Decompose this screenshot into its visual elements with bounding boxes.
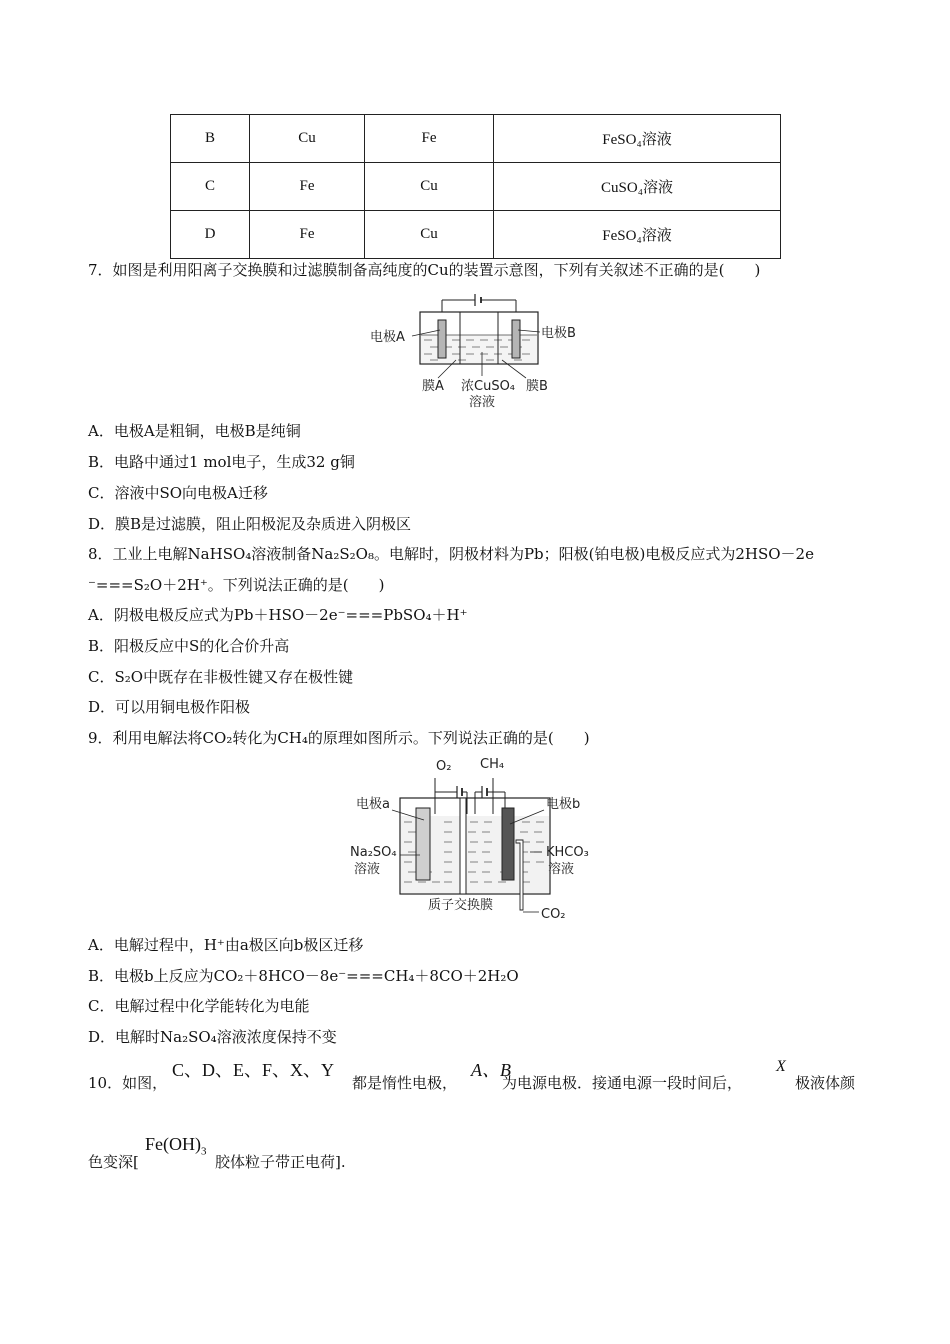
q10-line2-tail: 胶体粒子带正电荷].	[215, 1153, 346, 1171]
q10-ab: A、B	[471, 1060, 511, 1080]
q9-label-membrane: 质子交换膜	[428, 898, 494, 913]
q7-label-membrane-a: 膜A	[422, 379, 444, 394]
q10-prefix: 10．如图，	[88, 1074, 168, 1092]
q7-option-b: B．电路中通过1 mol电子，生成32 g铜	[88, 453, 355, 471]
q9-label-o2: O₂	[436, 759, 452, 774]
table-row	[171, 163, 781, 211]
table-cell: CuSO₄溶液	[494, 163, 781, 211]
q7-label-electrode-b: 电极B	[541, 326, 576, 341]
q7-label-solution: 浓CuSO₄	[461, 379, 516, 394]
q8-option-a: A．阴极电极反应式为Pb＋HSO－2e⁻===PbSO₄＋H⁺	[88, 606, 468, 624]
q8-stem-line2: ⁻===S₂O＋2H⁺。下列说法正确的是( )	[88, 576, 385, 594]
table-cell: FeSO₄溶液	[494, 211, 781, 259]
q9-option-b: B．电极b上反应为CO₂＋8HCO－8e⁻===CH₄＋8CO＋2H₂O	[88, 967, 519, 985]
table-cell: C	[171, 163, 250, 211]
q9-option-a: A．电解过程中，H⁺由a极区向b极区迁移	[88, 936, 364, 954]
q8-option-d: D．可以用铜电极作阳极	[88, 698, 251, 716]
q8-stem-line1: 8．工业上电解NaHSO₄溶液制备Na₂S₂O₈。电解时，阴极材料为Pb；阳极(铂电极)电极反应式为2HSO－2e	[88, 545, 814, 563]
q10-colloid-sub: 3	[201, 1145, 207, 1158]
table-row	[171, 115, 781, 163]
q9-stem: 9．利用电解法将CO₂转化为CH₄的原理如图所示。下列说法正确的是( )	[88, 729, 590, 747]
table-cell: Fe	[250, 211, 365, 259]
table-cell: Fe	[250, 163, 365, 211]
q9-option-c: C．电解过程中化学能转化为电能	[88, 997, 310, 1015]
q9-label-left-solution-line2: 溶液	[354, 862, 381, 877]
q9-option-d: D．电解时Na₂SO₄溶液浓度保持不变	[88, 1028, 337, 1046]
table-cell: Fe	[365, 115, 494, 163]
q9-label-electrode-b: 电极b	[546, 797, 581, 812]
q8-option-b: B．阳极反应中S的化合价升高	[88, 637, 290, 655]
table-cell: Cu	[365, 163, 494, 211]
q10-mid2: 为电源电极．接通电源一段时间后，	[502, 1074, 743, 1092]
q10-x: X	[776, 1058, 786, 1075]
q9-label-right-solution: KHCO₃	[546, 845, 589, 860]
q10-line2-prefix: 色变深[	[88, 1153, 139, 1171]
q9-label-electrode-a: 电极a	[356, 797, 390, 812]
q7-label-solution-line2: 溶液	[469, 395, 496, 410]
q8-option-c: C．S₂O中既存在非极性键又存在极性键	[88, 668, 354, 686]
table-row	[171, 211, 781, 259]
table-cell: B	[171, 115, 250, 163]
q7-option-d: D．膜B是过滤膜，阻止阳极泥及杂质进入阴极区	[88, 515, 412, 533]
q10-tail: 极液体颜	[795, 1074, 856, 1092]
q7-stem: 7．如图是利用阳离子交换膜和过滤膜制备高纯度的Cu的装置示意图，下列有关叙述不正确的是( )	[88, 261, 761, 279]
q7-label-membrane-b: 膜B	[526, 379, 548, 394]
table-cell: D	[171, 211, 250, 259]
q9-label-co2: CO₂	[541, 907, 566, 922]
q9-label-left-solution: Na₂SO₄	[350, 845, 397, 860]
q9-label-right-solution-line2: 溶液	[548, 862, 575, 877]
table-cell: Cu	[250, 115, 365, 163]
table-cell: FeSO₄溶液	[494, 115, 781, 163]
q7-label-electrode-a: 电极A	[370, 330, 405, 345]
q10-mid1: 都是惰性电极，	[352, 1074, 458, 1092]
q10-colloid	[145, 1134, 207, 1158]
answer-table	[170, 114, 781, 259]
q10-colloid-formula: Fe(OH)	[145, 1134, 201, 1154]
table-cell: Cu	[365, 211, 494, 259]
q10-electrodes: C、D、E、F、X、Y	[172, 1060, 335, 1080]
q7-figure	[360, 290, 590, 412]
q7-option-a: A．电极A是粗铜，电极B是纯铜	[88, 422, 301, 440]
q9-label-ch4: CH₄	[480, 757, 505, 772]
q7-option-c: C．溶液中SO向电极A迁移	[88, 484, 268, 502]
q9-figure	[340, 752, 620, 924]
